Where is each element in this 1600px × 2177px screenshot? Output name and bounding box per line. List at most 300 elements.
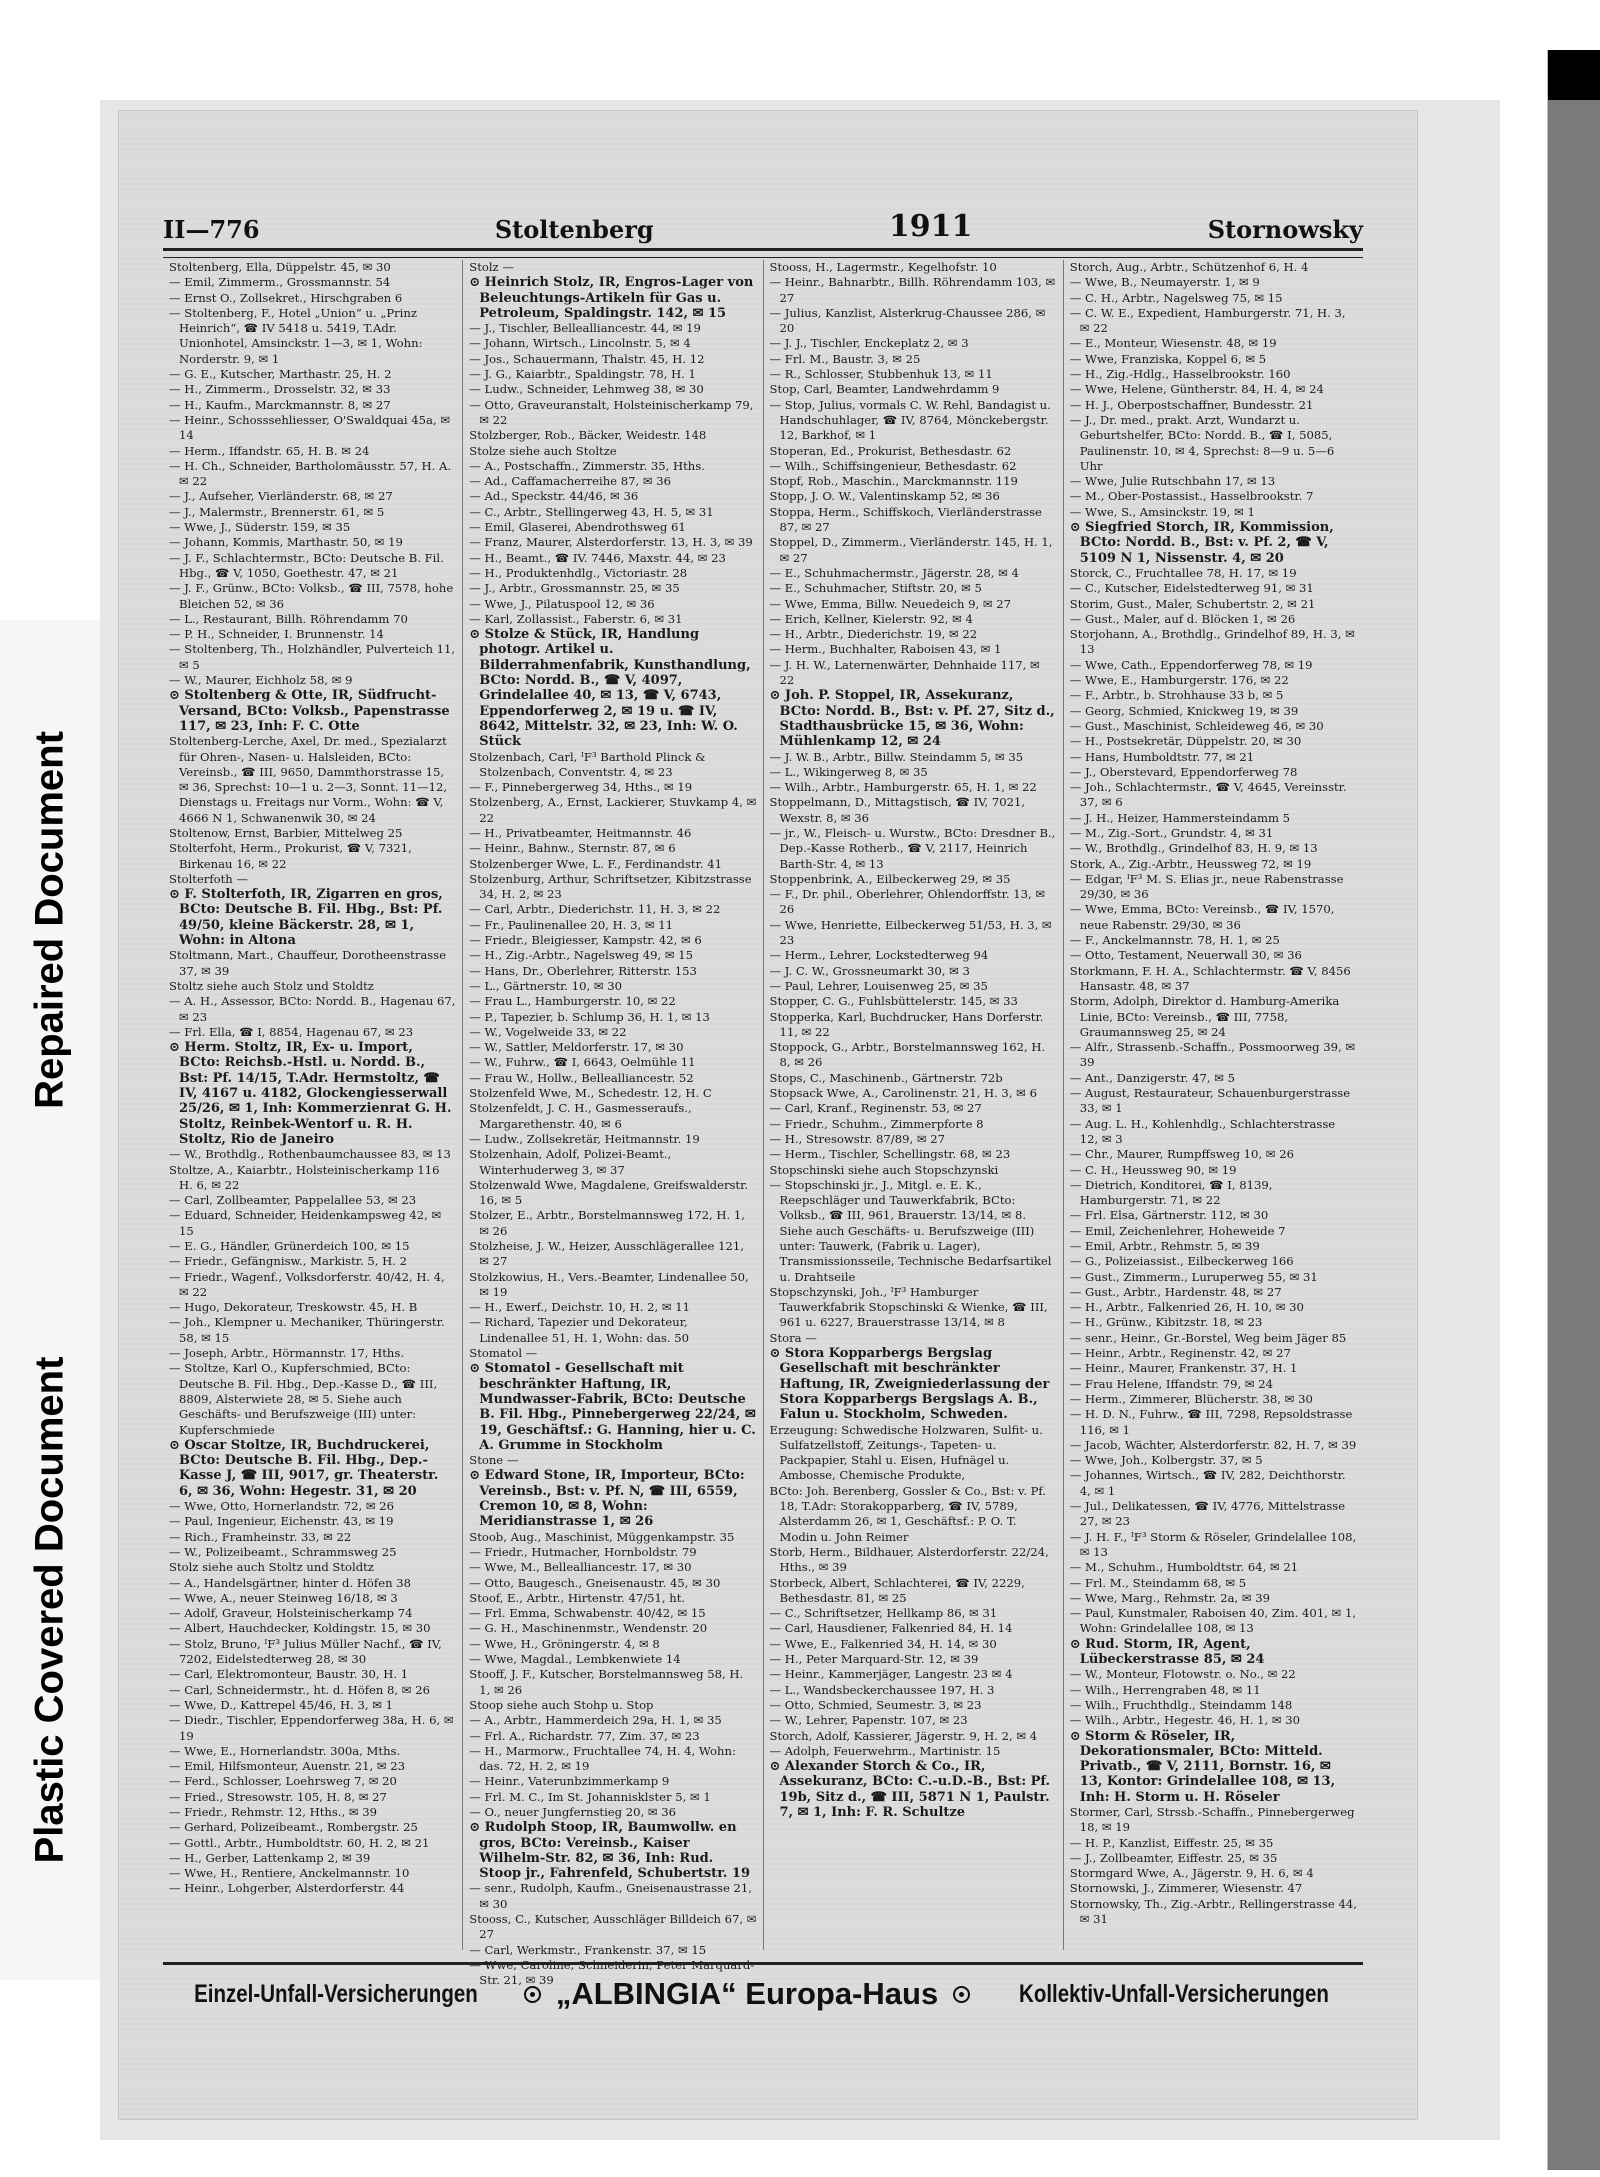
directory-entry: — Wwe, J., Süderstr. 159, ✉ 35 (169, 520, 351, 535)
directory-entry: — August, Restaurateur, Schauenburgerstrasse 33, ✉ 1 (1069, 1086, 1351, 1116)
directory-entry: ⊙ Stoltenberg & Otte, IR, Südfrucht-Versand, BCto: Volksb., Papenstrasse 117, ✉ 23, Inh: F. C. Otte (169, 688, 450, 734)
directory-entry: — Otto, Schmied, Seumestr. 3, ✉ 23 (769, 1697, 982, 1712)
directory-entry: — Wwe, A., neuer Steinweg 16/18, ✉ 3 (169, 1590, 398, 1605)
directory-entry: — Frl. M., Steindamm 68, ✉ 5 (1069, 1575, 1247, 1590)
directory-entry: Stolzkowius, H., Vers.-Beamter, Lindenallee 50, ✉ 19 (469, 1269, 749, 1299)
directory-entry: — M., Ober-Postassist., Hasselbrookstr. 7 (1069, 489, 1314, 504)
directory-entry: — Wwe, D., Kattrepel 45/46, H. 3, ✉ 1 (169, 1697, 394, 1712)
directory-entry: Storch, Aug., Arbtr., Schützenhof 6, H. 4 (1069, 260, 1309, 274)
directory-entry: — J. J., Tischler, Enckeplatz 2, ✉ 3 (769, 336, 969, 351)
directory-entry: — Wwe, Otto, Hornerlandstr. 72, ✉ 26 (169, 1499, 395, 1514)
plastic-covered-document-tab (0, 1240, 100, 1980)
directory-entry: — Rich., Framheinstr. 33, ✉ 22 (169, 1529, 352, 1544)
directory-entry: — Paul, Kunstmaler, Raboisen 40, Zim. 401, ✉ 1, Wohn: Grindelallee 108, ✉ 13 (1069, 1606, 1357, 1636)
directory-entry: — Gottl., Arbtr., Humboldtstr. 60, H. 2, ✉ 21 (169, 1835, 430, 1850)
directory-entry: — Joseph, Arbtr., Hörmannstr. 17, Hths. (169, 1346, 405, 1361)
circle-dot-icon (953, 1986, 970, 2003)
left-advertisement: Einzel-Unfall-Versicherungen (194, 1979, 478, 2008)
directory-entry: — Hans, Dr., Oberlehrer, Ritterstr. 153 (469, 963, 697, 978)
directory-columns (163, 260, 1363, 1988)
directory-entry: — E., Schuhmachermstr., Jägerstr. 28, ✉ 4 (769, 565, 1019, 580)
directory-entry: — Fried., Stresowstr. 105, H. 8, ✉ 27 (169, 1789, 387, 1804)
directory-entry: — Emil, Arbtr., Rehmstr. 5, ✉ 39 (1069, 1239, 1260, 1253)
directory-entry: Stone — (469, 1453, 519, 1468)
directory-entry: — Wwe, H., Gröningerstr. 4, ✉ 8 (469, 1636, 660, 1651)
directory-entry: — Stolz, Bruno, ᴵF³ Julius Müller Nachf., ☎ IV, 7202, Eidelstedterweg 28, ✉ 30 (169, 1636, 442, 1667)
directory-entry: — Friedr., Schuhm., Zimmerpforte 8 (769, 1116, 984, 1131)
directory-entry: — Wwe, Franziska, Koppel 6, ✉ 5 (1069, 351, 1267, 366)
footer-rule (163, 1962, 1363, 1965)
directory-entry: — C. W. E., Expedient, Hamburgerstr. 71, H. 3, ✉ 22 (1069, 305, 1346, 336)
directory-entry: — J. H. W., Laternenwärter, Dehnhaide 117, ✉ 22 (769, 657, 1040, 688)
directory-entry: — Herm., Lehrer, Lockstedterweg 94 (769, 948, 989, 963)
directory-entry: — Emil, Hilfsmonteur, Auenstr. 21, ✉ 23 (169, 1759, 406, 1774)
directory-entry: Stornowsky, Th., Zig.-Arbtr., Rellingerstrasse 44, ✉ 31 (1069, 1896, 1357, 1927)
directory-entry: — Frau Helene, Iffandstr. 79, ✉ 24 (1069, 1376, 1274, 1391)
directory-entry: — Frl. Elsa, Gärtnerstr. 112, ✉ 30 (1069, 1208, 1269, 1223)
column-4 (1064, 260, 1363, 1950)
directory-entry: — A., Arbtr., Hammerdeich 29a, H. 1, ✉ 35 (469, 1713, 722, 1728)
directory-entry: — Johannes, Wirtsch., ☎ IV, 282, Deichthorstr. 4, ✉ 1 (1069, 1468, 1346, 1498)
directory-entry: — A., Handelsgärtner, hinter d. Höfen 38 (169, 1575, 411, 1590)
directory-entry: — Eduard, Schneider, Heidenkampsweg 42, ✉ 15 (169, 1208, 442, 1238)
directory-entry: Stoltz siehe auch Stolz und Stoldtz (169, 978, 374, 993)
directory-entry: — Wwe, Joh., Kolbergstr. 37, ✉ 5 (1069, 1453, 1263, 1468)
directory-entry: Stoltze, A., Kaiarbtr., Holsteinischerkamp 116 H. 6, ✉ 22 (169, 1162, 440, 1192)
directory-entry: — C., Arbtr., Stellingerweg 43, H. 5, ✉ 31 (469, 504, 714, 519)
directory-entry: ⊙ Heinrich Stolz, IR, Engros-Lager von Beleuchtungs-Artikeln für Gas u. Petroleum, Spaldingstr. 142, ✉ 15 (469, 275, 754, 321)
directory-entry: — Frl. M. C., Im St. Johannisklster 5, ✉ 1 (469, 1789, 711, 1804)
directory-entry: Stopp, J. O. W., Valentinskamp 52, ✉ 36 (769, 489, 1000, 504)
directory-entry: Stolzenbach, Carl, ᴵF³ Barthold Plinck & Stolzenbach, Conventstr. 4, ✉ 23 (469, 749, 706, 779)
directory-entry: Stoltenow, Ernst, Barbier, Mittelweg 25 (169, 825, 403, 840)
directory-entry: — Ad., Caffamacherreihe 87, ✉ 36 (469, 474, 671, 489)
directory-entry: Stoop siehe auch Stohp u. Stop (469, 1697, 654, 1712)
directory-entry: — L., Restaurant, Billh. Röhrendamm 70 (169, 611, 408, 626)
directory-entry: — L., Gärtnerstr. 10, ✉ 30 (469, 978, 623, 993)
directory-entry: ⊙ Herm. Stoltz, IR, Ex- u. Import, BCto: Reichsb.-Hstl. u. Nordd. B., Bst: Pf. 14/15, T.Adr. Hermstoltz, ☎ IV, 4167 u. 4182, Glockengiesserwall 25/26, ✉ 1, Inh: Kommerzienrat G. H. Stoltz, Reinbek-Wentorf u. R. H. Stoltz, Rio de Janeiro (169, 1040, 452, 1147)
directory-entry: — H., Kaufm., Marckmannstr. 8, ✉ 27 (169, 397, 391, 412)
directory-entry: — Carl, Kranf., Reginenstr. 53, ✉ 27 (769, 1101, 982, 1116)
directory-entry: — Gust., Maler, auf d. Blöcken 1, ✉ 26 (1069, 611, 1296, 626)
directory-entry: — C. H., Arbtr., Nagelsweg 75, ✉ 15 (1069, 290, 1283, 305)
directory-entry: — Albert, Hauchdecker, Koldingstr. 15, ✉ 30 (169, 1621, 431, 1636)
directory-entry: — Richard, Tapezier und Dekorateur, Lindenallee 51, H. 1, Wohn: das. 50 (469, 1315, 690, 1345)
directory-entry: — W., Fuhrw., ☎ I, 6643, Oelmühle 11 (469, 1055, 696, 1070)
directory-entry: Stormgard Wwe, A., Jägerstr. 9, H. 6, ✉ 4 (1069, 1866, 1314, 1881)
directory-entry: ⊙ Joh. P. Stoppel, IR, Assekuranz, BCto: Nordd. B., Bst: v. Pf. 27, Sitz d., Stadthausbrücke 15, ✉ 36, Wohn: Mühlenkamp 12, ✉ 24 (769, 688, 1055, 750)
directory-entry: — Ant., Danzigerstr. 47, ✉ 5 (1069, 1070, 1236, 1085)
directory-entry: — C., Schriftsetzer, Hellkamp 86, ✉ 31 (769, 1606, 998, 1621)
directory-entry: Stolzer, E., Arbtr., Borstelmannsweg 172, H. 1, ✉ 26 (469, 1208, 745, 1238)
directory-entry: — H. P., Kanzlist, Eiffestr. 25, ✉ 35 (1069, 1835, 1274, 1850)
directory-entry: — Frl. Emma, Schwabenstr. 40/42, ✉ 15 (469, 1606, 706, 1621)
directory-entry: — W., Polizeibeamt., Schrammsweg 25 (169, 1544, 397, 1559)
directory-entry: — Joh., Schlachtermstr., ☎ V, 4645, Vereinsstr. 37, ✉ 6 (1069, 780, 1347, 810)
directory-entry: Stopsack Wwe, A., Carolinenstr. 21, H. 3, ✉ 6 (769, 1086, 1037, 1101)
directory-entry: — H. Ch., Schneider, Bartholomäusstr. 57, H. A. ✉ 22 (169, 458, 452, 489)
directory-entry: — Stopschinski jr., J., Mitgl. e. E. K., Reepschläger und Tauwerkfabrik, BCto: Volksb., ☎ III, 961, Brauerstr. 13/14, ✉ 8. Siehe auch Geschäfts- u. Berufszweige (III) unter: Tauwerk, (Fabrik u. Lager), Transmissionsseile, Technische Bedarfsartikel u. Drahtseile (769, 1177, 1052, 1284)
directory-entry: Stolzberger, Rob., Bäcker, Weidestr. 148 (469, 428, 707, 443)
directory-entry: Storbeck, Albert, Schlachterei, ☎ IV, 2229, Bethesdastr. 81, ✉ 25 (769, 1575, 1025, 1605)
directory-entry: — W., Brothdlg., Rothenbaumchaussee 83, ✉ 13 (169, 1147, 451, 1162)
directory-entry: — P., Tapezier, b. Schlump 36, H. 1, ✉ 13 (469, 1009, 710, 1024)
directory-entry: — L., Wandsbeckerchaussee 197, H. 3 (769, 1682, 995, 1697)
directory-entry: — Ludw., Schneider, Lehmweg 38, ✉ 30 (469, 382, 704, 397)
directory-entry: Stolz siehe auch Stoltz und Stoldtz (169, 1560, 374, 1575)
directory-entry: — Carl, Zollbeamter, Pappelallee 53, ✉ 23 (169, 1193, 417, 1208)
directory-entry: — Heinr., Bahnarbtr., Billh. Röhrendamm 103, ✉ 27 (769, 275, 1056, 305)
directory-entry: Stolzenhain, Adolf, Polizei-Beamt., Winterhuderweg 3, ✉ 37 (469, 1147, 672, 1177)
directory-entry: — Wwe, Emma, BCto: Vereinsb., ☎ IV, 1570, neue Rabenstr. 29/30, ✉ 36 (1069, 902, 1335, 932)
directory-entry: — Stoltze, Karl O., Kupferschmied, BCto: Deutsche B. Fil. Hbg., Dep.-Kasse D., ☎ III, 8809, Alsterwiete 28, ✉ 5. Siehe auch Geschäfts- und Berufszweige (III) unter: Kupferschmiede (169, 1361, 438, 1437)
directory-entry: — Otto, Baugesch., Gneisenaustr. 45, ✉ 30 (469, 1575, 721, 1590)
directory-entry: Stomatol — (469, 1346, 538, 1361)
directory-entry: Storck, C., Fruchtallee 78, H. 17, ✉ 19 (1069, 565, 1297, 580)
circle-dot-icon (524, 1986, 541, 2003)
directory-entry: — J. G., Kaiarbtr., Spaldingstr. 78, H. 1 (469, 367, 696, 382)
directory-entry: — Chr., Maurer, Rumpffsweg 10, ✉ 26 (1069, 1147, 1294, 1162)
directory-entry: — W., Lehrer, Papenstr. 107, ✉ 23 (769, 1713, 968, 1728)
directory-entry: — Friedr., Rehmstr. 12, Hths., ✉ 39 (169, 1804, 377, 1819)
directory-entry: — Wwe, Caroline, Schneiderin, Peter Marquard-Str. 21, ✉ 39 (469, 1957, 755, 1988)
directory-entry: — Wwe, Emma, Billw. Neuedeich 9, ✉ 27 (769, 596, 1012, 611)
directory-entry: — Frau L., Hamburgerstr. 10, ✉ 22 (469, 994, 676, 1009)
repaired-document-tab (0, 620, 101, 1240)
directory-entry: — J., Tischler, Bellealliancestr. 44, ✉ 19 (469, 321, 701, 336)
directory-entry: — J., Arbtr., Grossmannstr. 25, ✉ 35 (469, 581, 680, 596)
directory-entry: — E., Schuhmacher, Stiftstr. 20, ✉ 5 (769, 581, 982, 596)
directory-entry: Storm, Adolph, Direktor d. Hamburg-Amerika Linie, BCto: Vereinsb., ☎ III, 7758, Graumannsweg 25, ✉ 24 (1069, 994, 1340, 1039)
column-1 (163, 260, 463, 1950)
directory-entry: — H., Stresowstr. 87/89, ✉ 27 (769, 1131, 945, 1146)
directory-entry: — G., Polizeiassist., Eilbeckerweg 166 (1069, 1254, 1294, 1269)
directory-entry: ⊙ Stomatol - Gesellschaft mit beschränkter Haftung, IR, Mundwasser-Fabrik, BCto: Deutsche B. Fil. Hbg., Pinnebergerweg 22/24, ✉ 19, Geschäftsf.: G. Hanning, hier u. C. A. Grumme in Stockholm (469, 1361, 756, 1453)
scan-edge (1547, 50, 1600, 2170)
directory-entry: Stooss, H., Lagermstr., Kegelhofstr. 10 (769, 260, 997, 274)
directory-entry: — Paul, Ingenieur, Eichenstr. 43, ✉ 19 (169, 1514, 394, 1529)
directory-entry: Stoperan, Ed., Prokurist, Bethesdastr. 62 (769, 443, 1012, 458)
directory-entry: — Aug. L. H., Kohlenhdlg., Schlachterstrasse 12, ✉ 3 (1069, 1116, 1336, 1146)
directory-entry: — Wwe, J., Pilatuspool 12, ✉ 36 (469, 596, 655, 611)
directory-entry: — Stoltenberg, F., Hotel „Union“ u. „Prinz Heinrich“, ☎ IV 5418 u. 5419, T.Adr. Unionhotel, Amsinckstr. 1—3, ✉ 1, Wohn: Norderstr. 9, ✉ 1 (169, 305, 423, 366)
directory-entry: Stoltmann, Mart., Chauffeur, Dorotheenstrasse 37, ✉ 39 (169, 948, 447, 978)
directory-entry: Storim, Gust., Maler, Schubertstr. 2, ✉ 21 (1069, 596, 1316, 611)
directory-entry: ⊙ Storm & Röseler, IR, Dekorationsmaler, BCto: Mitteld. Privatb., ☎ V, 2111, Bornstr. 16, ✉ 13, Kontor: Grindelallee 108, ✉ 13, Inh: H. Storm u. H. Röseler (1069, 1728, 1336, 1805)
directory-entry: — Wwe, Marg., Rehmstr. 2a, ✉ 39 (1069, 1590, 1271, 1605)
directory-page (118, 110, 1418, 2120)
directory-entry: — Joh., Klempner u. Mechaniker, Thüringerstr. 58, ✉ 15 (169, 1315, 445, 1345)
directory-entry: Stormer, Carl, Strssb.-Schaffn., Pinnebergerweg 18, ✉ 19 (1069, 1804, 1355, 1835)
header-rule (163, 248, 1363, 258)
directory-entry: — H., Gerber, Lattenkamp 2, ✉ 39 (169, 1850, 371, 1865)
center-advertisement: „ALBINGIA“ Europa-Haus (555, 1976, 939, 2011)
directory-entry: — A., Postschaffn., Zimmerstr. 35, Hths. (469, 458, 705, 473)
directory-entry: — Johann, Wirtsch., Lincolnstr. 5, ✉ 4 (469, 336, 691, 351)
directory-entry: Stopf, Rob., Maschin., Marckmannstr. 119 (769, 474, 1018, 489)
directory-entry: — Carl, Schneidermstr., ht. d. Höfen 8, ✉ 26 (169, 1682, 430, 1697)
directory-entry: — Frl. Ella, ☎ I, 8854, Hagenau 67, ✉ 23 (169, 1024, 414, 1039)
directory-entry: — Paul, Lehrer, Louisenweg 25, ✉ 35 (769, 978, 988, 993)
directory-entry: — H., Zig.-Hdlg., Hasselbrookstr. 160 (1069, 367, 1291, 382)
directory-entry: Stolterfoht, Herm., Prokurist, ☎ V, 7321, Birkenau 16, ✉ 22 (169, 841, 412, 871)
directory-entry: — E. G., Händler, Grünerdeich 100, ✉ 15 (169, 1239, 410, 1253)
directory-entry: — Alfr., Strassenb.-Schaffn., Possmoorweg 39, ✉ 39 (1069, 1040, 1356, 1070)
directory-entry: — H., Arbtr., Falkenried 26, H. 10, ✉ 30 (1069, 1300, 1304, 1315)
directory-entry: Storjohann, A., Brothdlg., Grindelhof 89, H. 3, ✉ 13 (1069, 627, 1355, 657)
directory-entry: — Wwe, E., Hornerlandstr. 300a, Mths. (169, 1743, 401, 1758)
directory-entry: — Erich, Kellner, Kielerstr. 92, ✉ 4 (769, 611, 973, 626)
directory-entry: Storb, Herm., Bildhauer, Alsterdorferstr. 22/24, Hths., ✉ 39 (769, 1544, 1049, 1575)
directory-entry: — Jul., Delikatessen, ☎ IV, 4776, Mittelstrasse 27, ✉ 23 (1069, 1499, 1346, 1529)
directory-entry: — J., Dr. med., prakt. Arzt, Wundarzt u. Geburtshelfer, BCto: Nordd. B., ☎ I, 5085, Paulinenstr. 10, ✉ 4, Sprechst: 8—9 u. 5—6 Uhr (1069, 412, 1335, 473)
directory-entry: — Heinr., Bahnw., Sternstr. 87, ✉ 6 (469, 841, 676, 856)
directory-entry: ⊙ Siegfried Storch, IR, Kommission, BCto: Nordd. B., Bst: v. Pf. 2, ☎ V, 5109 N 1, Nissenstr. 4, ✉ 20 (1069, 520, 1334, 566)
left-keyword: Stoltenberg (494, 215, 654, 244)
directory-entry: — Wilh., Fruchthdlg., Steindamm 148 (1069, 1697, 1293, 1712)
directory-entry: — Wwe, B., Neumayerstr. 1, ✉ 9 (1069, 275, 1260, 290)
directory-entry: — H., Arbtr., Diederichstr. 19, ✉ 22 (769, 627, 978, 642)
directory-entry: — Gust., Maschinist, Schleideweg 46, ✉ 30 (1069, 718, 1324, 733)
directory-entry: — Heinr., Vaterunbzimmerkamp 9 (469, 1774, 670, 1789)
directory-entry: — C. H., Heussweg 90, ✉ 19 (1069, 1162, 1237, 1177)
directory-entry: — Frl. M., Baustr. 3, ✉ 25 (769, 351, 921, 366)
directory-entry: — F., Dr. phil., Oberlehrer, Ohlendorffstr. 13, ✉ 26 (769, 887, 1046, 917)
directory-entry: — H. D. N., Fuhrw., ☎ III, 7298, Repsoldstrasse 116, ✉ 1 (1069, 1407, 1353, 1437)
directory-entry: Stoppock, G., Arbtr., Borstelmannsweg 162, H. 8, ✉ 26 (769, 1040, 1046, 1070)
directory-entry: Stolzenburg, Arthur, Schriftsetzer, Kibitzstrasse 34, H. 2, ✉ 23 (469, 871, 752, 902)
directory-entry: — F., Arbtr., b. Strohhause 33 b, ✉ 5 (1069, 688, 1284, 703)
right-advertisement: Kollektiv-Unfall-Versicherungen (1019, 1979, 1329, 2008)
directory-entry: — C., Kutscher, Eidelstedterweg 91, ✉ 31 (1069, 581, 1314, 596)
directory-entry: — J., Malermstr., Brennerstr. 61, ✉ 5 (169, 504, 385, 519)
directory-entry: BCto: Joh. Berenberg, Gossler & Co., Bst: v. Pf. 18, T.Adr: Storakopparberg, ☎ IV, 5789, Alsterdamm 26, ✉ 1, Geschäftsf.: P. O. T. Modin u. John Reimer (769, 1483, 1046, 1544)
directory-entry: — jr., W., Fleisch- u. Wurstw., BCto: Dresdner B., Dep.-Kasse Rotherb., ☎ V, 2117, Heinrich Barth-Str. 4, ✉ 13 (769, 825, 1056, 871)
directory-entry: — Gust., Zimmerm., Luruperweg 55, ✉ 31 (1069, 1269, 1318, 1284)
directory-entry: — Gust., Arbtr., Hardenstr. 48, ✉ 27 (1069, 1284, 1282, 1299)
directory-entry: — Wilh., Arbtr., Hamburgerstr. 65, H. 1, ✉ 22 (769, 780, 1037, 795)
directory-entry: — H., Postsekretär, Düppelstr. 20, ✉ 30 (1069, 734, 1302, 749)
directory-entry: ⊙ Oscar Stoltze, IR, Buchdruckerei, BCto: Deutsche B. Fil. Hbg., Dep.-Kasse J, ☎ III, 9017, gr. Theaterstr. 6, ✉ 36, Wohn: Hegestr. 31, ✉ 20 (169, 1437, 439, 1499)
directory-entry: — Herm., Zimmerer, Blücherstr. 38, ✉ 30 (1069, 1391, 1313, 1406)
directory-entry: — Otto, Testament, Neuerwall 30, ✉ 36 (1069, 948, 1302, 963)
directory-entry: — Karl, Zollassist., Faberstr. 6, ✉ 31 (469, 611, 683, 626)
directory-entry: — Wwe, Cath., Eppendorferweg 78, ✉ 19 (1069, 657, 1313, 672)
directory-entry: — Fr., Paulinenallee 20, H. 3, ✉ 11 (469, 917, 674, 932)
directory-entry: — Heinr., Kammerjäger, Langestr. 23 ✉ 4 (769, 1667, 1013, 1682)
directory-entry: — Adolph, Feuerwehrm., Martinistr. 15 (769, 1743, 1001, 1758)
directory-entry: Erzeugung: Schwedische Holzwaren, Sulfit- u. Sulfatzellstoff, Zeitungs-, Tapeten- u. Packpapier, Stahl u. Eisen, Hufnägel u. Ambosse, Chemische Produkte, (769, 1422, 1043, 1483)
directory-entry: — Ferd., Schlosser, Loehrsweg 7, ✉ 20 (169, 1774, 397, 1789)
directory-entry: — Wilh., Herrengraben 48, ✉ 11 (1069, 1682, 1261, 1697)
directory-entry: — W., Maurer, Eichholz 58, ✉ 9 (169, 673, 353, 688)
plastic-covered-document-label: Plastic Covered Document (27, 1356, 72, 1864)
directory-entry: — H., Beamt., ☎ IV. 7446, Maxstr. 44, ✉ 23 (469, 550, 726, 565)
directory-entry: — J., Oberstevard, Eppendorferweg 78 (1069, 764, 1298, 779)
directory-entry: — A. H., Assessor, BCto: Nordd. B., Hagenau 67, ✉ 23 (169, 994, 456, 1024)
directory-entry: — Frau W., Hollw., Bellealliancestr. 52 (469, 1070, 694, 1085)
directory-entry: — J. C. W., Grossneumarkt 30, ✉ 3 (769, 963, 970, 978)
directory-entry: — senr., Rudolph, Kaufm., Gneisenaustrasse 21, ✉ 30 (469, 1881, 752, 1911)
directory-entry: — E., Monteur, Wiesenstr. 48, ✉ 19 (1069, 336, 1277, 351)
directory-entry: — G. E., Kutscher, Marthastr. 25, H. 2 (169, 367, 392, 382)
directory-entry: — Carl, Werkmstr., Frankenstr. 37, ✉ 15 (469, 1942, 707, 1957)
directory-entry: — Wilh., Arbtr., Hegestr. 46, H. 1, ✉ 30 (1069, 1713, 1301, 1728)
directory-entry: — Georg, Schmied, Knickweg 19, ✉ 39 (1069, 703, 1299, 718)
directory-entry: — J., Aufseher, Vierländerstr. 68, ✉ 27 (169, 489, 393, 504)
directory-entry: — Ludw., Zollsekretär, Heitmannstr. 19 (469, 1131, 700, 1146)
directory-entry: — H., Ewerf., Deichstr. 10, H. 2, ✉ 11 (469, 1300, 690, 1315)
directory-entry: Stolzenberg, A., Ernst, Lackierer, Stuvkamp 4, ✉ 22 (469, 795, 757, 825)
directory-entry: Stolzenfeld Wwe, M., Schedestr. 12, H. C (469, 1086, 712, 1101)
directory-entry: — J. F., Schlachtermstr., BCto: Deutsche B. Fil. Hbg., ☎ V, 1050, Goethestr. 47, ✉ 21 (169, 550, 444, 580)
directory-entry: — Gerhard, Polizeibeamt., Rombergstr. 25 (169, 1820, 418, 1835)
directory-entry: — R., Schlosser, Stubbenhuk 13, ✉ 11 (769, 367, 993, 382)
directory-entry: — H., Privatbeamter, Heitmannstr. 46 (469, 825, 692, 840)
directory-entry: — Adolf, Graveur, Holsteinischerkamp 74 (169, 1606, 413, 1621)
right-keyword: Stornowsky (1207, 215, 1363, 244)
directory-entry: — H. J., Oberpostschaffner, Bundesstr. 21 (1069, 397, 1314, 412)
directory-entry: — Hugo, Dekorateur, Treskowstr. 45, H. B (169, 1300, 418, 1315)
directory-entry: — Heinr., Lohgerber, Alsterdorferstr. 44 (169, 1881, 405, 1896)
directory-entry: Stoltenberg, Ella, Düppelstr. 45, ✉ 30 (169, 260, 391, 274)
directory-entry: — J. H. F., ᴵF³ Storm & Röseler, Grindelallee 108, ✉ 13 (1069, 1529, 1357, 1559)
directory-entry: Stolzheise, J. W., Heizer, Ausschlägerallee 121, ✉ 27 (469, 1239, 744, 1269)
directory-entry: Stoppelmann, D., Mittagstisch, ☎ IV, 7021, Wexstr. 8, ✉ 36 (769, 795, 1026, 825)
directory-entry: ⊙ Stolze & Stück, IR, Handlung photogr. Artikel u. Bilderrahmenfabrik, Kunsthandlung, BCto: Nordd. B., ☎ V, 4097, Grindelallee 40, ✉ 13, ☎ V, 6743, Eppendorferweg 2, ✉ 19 u. ☎ IV, 8642, Mittelstr. 32, ✉ 23, Inh: W. O. Stück (469, 627, 751, 750)
directory-entry: — Carl, Arbtr., Diederichstr. 11, H. 3, ✉ 22 (469, 902, 721, 917)
directory-entry: — H., Marmorw., Fruchtallee 74, H. 4, Wohn: das. 72, H. 2, ✉ 19 (469, 1743, 736, 1774)
directory-entry: Stopschinski siehe auch Stopschzynski (769, 1162, 999, 1177)
directory-entry: — Stoltenberg, Th., Holzhändler, Pulverteich 11, ✉ 5 (169, 642, 456, 672)
directory-entry: — Otto, Graveuranstalt, Holsteinischerkamp 79, ✉ 22 (469, 397, 754, 427)
advertisement-footer (163, 1972, 1363, 2016)
directory-entry: — Edgar, ᴵF³ M. S. Elias jr., neue Rabenstrasse 29/30, ✉ 36 (1069, 871, 1344, 902)
directory-entry: Stolzenwald Wwe, Magdalene, Greifswalderstr. 16, ✉ 5 (469, 1177, 749, 1208)
page-header (163, 202, 1363, 244)
directory-entry: — M., Zig.-Sort., Grundstr. 4, ✉ 31 (1069, 825, 1274, 840)
directory-entry: — Wwe, Henriette, Eilbeckerweg 51/53, H. 3, ✉ 23 (769, 917, 1052, 948)
directory-entry: Stopschzynski, Joh., ᴵF³ Hamburger Tauwerkfabrik Stopschinski & Wienke, ☎ III, 961 u. 6227, Brauerstrasse 13/14, ✉ 8 (769, 1284, 1048, 1330)
directory-entry: Stolz — (469, 260, 514, 274)
directory-entry: — Wwe, E., Falkenried 34, H. 14, ✉ 30 (769, 1636, 997, 1651)
directory-entry: — W., Sattler, Meldorferstr. 17, ✉ 30 (469, 1040, 684, 1055)
year: 1911 (888, 209, 973, 244)
directory-entry: — L., Wikingerweg 8, ✉ 35 (769, 764, 928, 779)
directory-entry: — Dietrich, Konditorei, ☎ I, 8139, Hamburgerstr. 71, ✉ 22 (1069, 1177, 1273, 1208)
directory-entry: — Carl, Hausdiener, Falkenried 84, H. 14 (769, 1621, 1013, 1636)
directory-entry: — W., Monteur, Flotowstr. o. No., ✉ 22 (1069, 1667, 1296, 1682)
directory-entry: — P. H., Schneider, I. Brunnenstr. 14 (169, 627, 384, 642)
directory-entry: — W., Brothdlg., Grindelhof 83, H. 9, ✉ 13 (1069, 841, 1318, 856)
directory-entry: Stopper, C. G., Fuhlsbüttelerstr. 145, ✉ 33 (769, 994, 1018, 1009)
directory-entry: — Frl. A., Richardstr. 77, Zim. 37, ✉ 23 (469, 1728, 700, 1743)
directory-entry: — Carl, Elektromonteur, Baustr. 30, H. 1 (169, 1667, 409, 1682)
directory-entry: Storch, Adolf, Kassierer, Jägerstr. 9, H. 2, ✉ 4 (769, 1728, 1038, 1743)
directory-entry: — Herm., Buchhalter, Raboisen 43, ✉ 1 (769, 642, 1002, 657)
directory-entry: — Diedr., Tischler, Eppendorferweg 38a, H. 6, ✉ 19 (169, 1713, 454, 1743)
directory-entry: Stoppenbrink, A., Eilbeckerweg 29, ✉ 35 (769, 871, 1011, 886)
directory-entry: — Emil, Zimmerm., Grossmannstr. 54 (169, 275, 391, 290)
directory-entry: Stoof, E., Arbtr., Hirtenstr. 47/51, ht. (469, 1590, 686, 1605)
directory-entry: — senr., Heinr., Gr.-Borstel, Weg beim Jäger 85 (1069, 1330, 1347, 1345)
directory-entry: — Stop, Julius, vormals C. W. Rehl, Bandagist u. Handschuhlager, ☎ IV, 8764, Mönckebergstr. 12, Barkhof, ✉ 1 (769, 397, 1051, 443)
directory-entry: — Wwe, Julie Rutschbahn 17, ✉ 13 (1069, 474, 1276, 489)
directory-entry: Stoppa, Herm., Schiffskoch, Vierländerstrasse 87, ✉ 27 (769, 504, 1042, 535)
directory-entry: — Wwe, E., Hamburgerstr. 176, ✉ 22 (1069, 673, 1289, 688)
directory-entry: — Wwe, M., Bellealliancestr. 17, ✉ 30 (469, 1560, 692, 1575)
directory-entry: — Wwe, Magdal., Lembkenwiete 14 (469, 1652, 681, 1667)
directory-entry: — W., Vogelweide 33, ✉ 22 (469, 1024, 627, 1039)
directory-entry: — Friedr., Wagenf., Volksdorferstr. 40/42, H. 4, ✉ 22 (169, 1269, 445, 1299)
directory-entry: — F., Pinnebergerweg 34, Hths., ✉ 19 (469, 780, 693, 795)
directory-entry: Stoob, Aug., Maschinist, Müggenkampstr. 35 (469, 1529, 735, 1544)
directory-entry: — M., Schuhm., Humboldtstr. 64, ✉ 21 (1069, 1560, 1299, 1575)
directory-entry: — J. H., Heizer, Hammersteindamm 5 (1069, 810, 1291, 825)
directory-entry: Stops, C., Maschinenb., Gärtnerstr. 72b (769, 1070, 1003, 1085)
directory-entry: — Herm., Iffandstr. 65, H. B. ✉ 24 (169, 443, 370, 458)
scanned-page-frame (100, 100, 1500, 2140)
directory-entry: — Jos., Schauermann, Thalstr. 45, H. 12 (469, 351, 705, 366)
directory-entry: — H., Zig.-Arbtr., Nagelsweg 49, ✉ 15 (469, 948, 693, 963)
directory-entry: Stolze siehe auch Stoltze (469, 443, 617, 458)
directory-entry: — H., Peter Marquard-Str. 12, ✉ 39 (769, 1652, 979, 1667)
directory-entry: — Hans, Humboldtstr. 77, ✉ 21 (1069, 749, 1255, 764)
column-3 (764, 260, 1064, 1950)
directory-entry: ⊙ Stora Kopparbergs Bergslag Gesellschaft mit beschränkter Haftung, IR, Zweigniederlassung der Stora Kopparbergs Bergslags A. B., Falun u. Stockholm, Schweden. (769, 1346, 1050, 1423)
directory-entry: — Julius, Kanzlist, Alsterkrug-Chaussee 286, ✉ 20 (769, 305, 1046, 336)
directory-entry: Stolterfoth — (169, 871, 249, 886)
directory-entry: — Ad., Speckstr. 44/46, ✉ 36 (469, 489, 639, 504)
directory-entry: — Jacob, Wächter, Alsterdorferstr. 82, H. 7, ✉ 39 (1069, 1437, 1357, 1452)
column-2 (463, 260, 763, 1988)
directory-entry: — Heinr., Schosssehliesser, O'Swaldquai 45a, ✉ 14 (169, 412, 451, 443)
page-number: II—776 (163, 215, 260, 244)
directory-entry: — Ernst O., Zollsekret., Hirschgraben 6 (169, 290, 403, 305)
directory-entry: — O., neuer Jungfernstieg 20, ✉ 36 (469, 1804, 677, 1819)
directory-entry: — H., Produktenhdlg., Victoriastr. 28 (469, 565, 688, 580)
directory-entry: — Johann, Kommis, Marthastr. 50, ✉ 19 (169, 535, 403, 550)
directory-entry: Stoppel, D., Zimmerm., Vierländerstr. 145, H. 1, ✉ 27 (769, 535, 1053, 565)
scan-edge-dark (1548, 50, 1600, 100)
directory-entry: — Franz, Maurer, Alsterdorferstr. 13, H. 3, ✉ 39 (469, 535, 753, 550)
directory-entry: Stork, A., Zig.-Arbtr., Heussweg 72, ✉ 19 (1069, 856, 1312, 871)
directory-entry: — Herm., Tischler, Schellingstr. 68, ✉ 23 (769, 1147, 1011, 1162)
directory-entry: — J., Zollbeamter, Eiffestr. 25, ✉ 35 (1069, 1850, 1278, 1865)
directory-entry: — Wilh., Schiffsingenieur, Bethesdastr. 62 (769, 458, 1017, 473)
directory-entry: Stop, Carl, Beamter, Landwehrdamm 9 (769, 382, 1000, 397)
directory-entry: — H., Zimmerm., Drosselstr. 32, ✉ 33 (169, 382, 391, 397)
directory-entry: — G. H., Maschinenmstr., Wendenstr. 20 (469, 1621, 708, 1636)
directory-entry: — Friedr., Bleigiesser, Kampstr. 42, ✉ 6 (469, 933, 702, 948)
directory-entry: — Wwe, S., Amsinckstr. 19, ✉ 1 (1069, 504, 1255, 519)
directory-entry: — Wwe, Helene, Güntherstr. 84, H. 4, ✉ 24 (1069, 382, 1324, 397)
directory-entry: Stora — (769, 1330, 817, 1345)
directory-entry: Stooff, J. F., Kutscher, Borstelmannsweg 58, H. 1, ✉ 26 (469, 1667, 744, 1697)
directory-entry: ⊙ Edward Stone, IR, Importeur, BCto: Vereinsb., Bst: v. Pf. N, ☎ III, 6559, Cremon 10, ✉ 8, Wohn: Meridianstrasse 1, ✉ 26 (469, 1468, 745, 1530)
directory-entry: — J. W. B., Arbtr., Billw. Steindamm 5, ✉ 35 (769, 749, 1024, 764)
directory-entry: Stooss, C., Kutscher, Ausschläger Billdeich 67, ✉ 27 (469, 1912, 757, 1942)
directory-entry: Stolzenfeldt, J. C. H., Gasmesseraufs., Margarethenstr. 40, ✉ 6 (469, 1101, 692, 1131)
directory-entry: — Heinr., Arbtr., Reginenstr. 42, ✉ 27 (1069, 1346, 1291, 1361)
directory-entry: — Friedr., Gefängnisw., Markistr. 5, H. 2 (169, 1254, 408, 1269)
directory-entry: Stoltenberg-Lerche, Axel, Dr. med., Spezialarzt für Ohren-, Nasen- u. Halsleiden, BCto: Vereinsb., ☎ III, 9650, Dammthorstrasse 15, ✉ 36, Sprechst: 10—1 u. 2—3, Sonnt. 11—12, Dienstags u. Freitags nur Vorm., Wohn: ☎ V, 4666 N 1, Schwanenwik 30, ✉ 24 (169, 734, 448, 825)
directory-entry: — H., Grünw., Kibitzstr. 18, ✉ 23 (1069, 1315, 1263, 1330)
directory-entry: Stopperka, Karl, Buchdrucker, Hans Dorferstr. 11, ✉ 22 (769, 1009, 1044, 1039)
repaired-document-label: Repaired Document (27, 731, 72, 1109)
directory-entry: ⊙ Alexander Storch & Co., IR, Assekuranz, BCto: C.-u.D.-B., Bst: Pf. 19b, Sitz d., ☎ III, 5871 N 1, Paulstr. 7, ✉ 1, Inh: F. R. Schultze (769, 1759, 1051, 1820)
directory-entry: ⊙ F. Stolterfoth, IR, Zigarren en gros, BCto: Deutsche B. Fil. Hbg., Bst: Pf. 49/50, kleine Bäckerstr. 28, ✉ 1, Wohn: in Altona (169, 887, 443, 949)
